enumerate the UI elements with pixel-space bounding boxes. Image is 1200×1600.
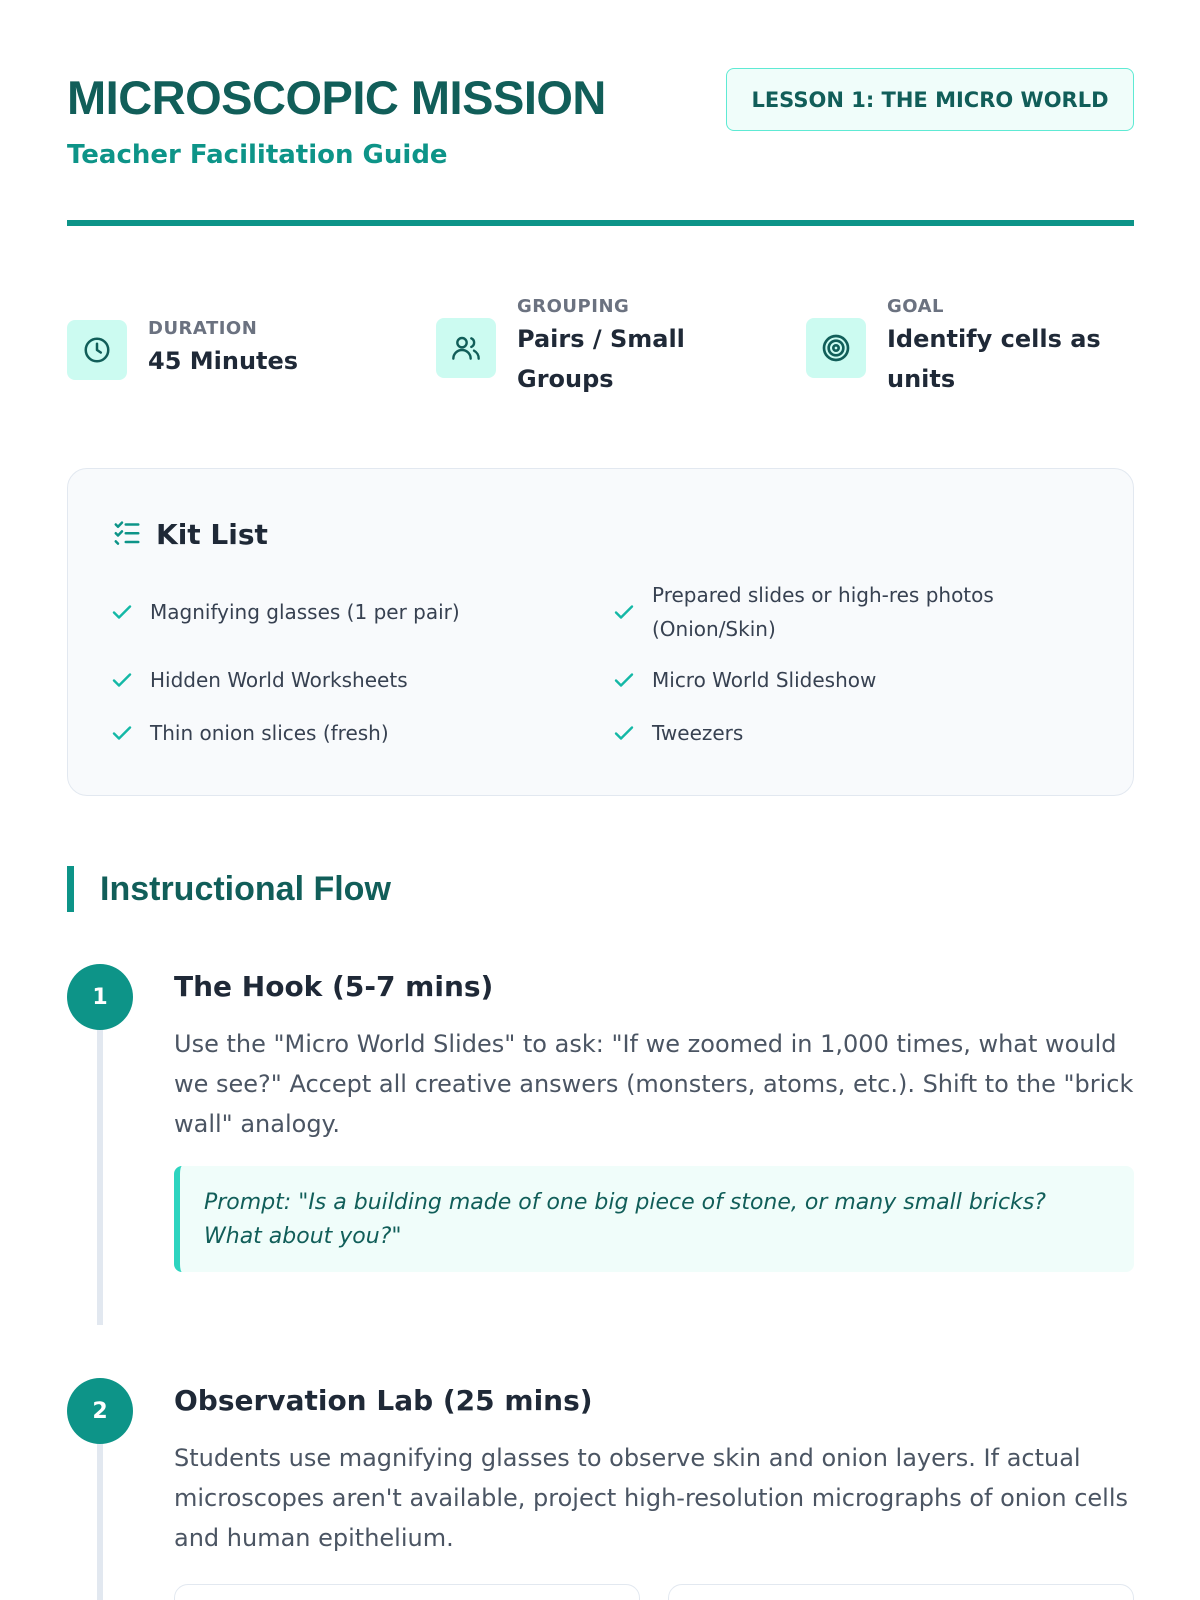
kit-list-item: Tweezers (612, 716, 1072, 750)
meta-goal (806, 296, 1117, 399)
clock-icon (67, 320, 127, 380)
check-icon (110, 668, 136, 692)
kit-list-card (67, 468, 1134, 796)
lesson-badge: LESSON 1: THE MICRO WORLD (726, 68, 1134, 131)
page-subtitle: Teacher Facilitation Guide (67, 140, 448, 170)
meta-goal-value: Identify cells as units (887, 325, 1101, 393)
meta-grouping-value: Pairs / Small Groups (517, 325, 685, 393)
checklist-icon (112, 517, 142, 551)
header-divider (67, 220, 1134, 226)
step-number: 2 (67, 1378, 133, 1444)
kit-list-item: Magnifying glasses (1 per pair) (110, 595, 570, 629)
step-title: The Hook (5-7 mins) (174, 970, 494, 1003)
check-icon (612, 668, 638, 692)
meta-duration-label: DURATION (148, 318, 258, 339)
step-timeline-line (97, 1000, 103, 1325)
meta-duration-value: 45 Minutes (148, 347, 299, 375)
check-icon (110, 600, 136, 624)
teacher-prompt: Prompt: "Is a building made of one big piece of stone, or many small bricks? What about you?" (174, 1166, 1134, 1272)
section-heading: Instructional Flow (67, 866, 391, 912)
kit-list-item: Micro World Slideshow (612, 663, 1072, 697)
kit-list-item: Thin onion slices (fresh) (110, 716, 570, 750)
kit-list-title: Kit List (156, 517, 268, 551)
kit-list-item: Hidden World Worksheets (110, 663, 570, 697)
meta-goal-label: GOAL (887, 296, 944, 317)
step-title: Observation Lab (25 mins) (174, 1384, 593, 1417)
check-icon (612, 721, 638, 745)
kit-list-item: Prepared slides or high-res photos (Onion/Skin) (612, 578, 1052, 646)
check-icon (612, 600, 638, 624)
meta-duration (67, 318, 298, 381)
meta-grouping (436, 296, 717, 399)
users-icon (436, 318, 496, 378)
meta-grouping-label: GROUPING (517, 296, 630, 317)
check-icon (110, 721, 136, 745)
page-title: MICROSCOPIC MISSION (67, 71, 606, 124)
step-description: Students use magnifying glasses to observe skin and onion layers. If actual microscopes aren't available, project high-resolution micrographs of onion cells and human epithelium. (174, 1444, 1129, 1552)
target-icon (806, 318, 866, 378)
step-number: 1 (67, 964, 133, 1030)
observation-card (174, 1584, 640, 1600)
step-description: Use the "Micro World Slides" to ask: "If we zoomed in 1,000 times, what would we see?" Accept all creative answers (monsters, atoms, etc.). Shift to the "brick wall" analogy. (174, 1030, 1134, 1138)
observation-card (668, 1584, 1134, 1600)
